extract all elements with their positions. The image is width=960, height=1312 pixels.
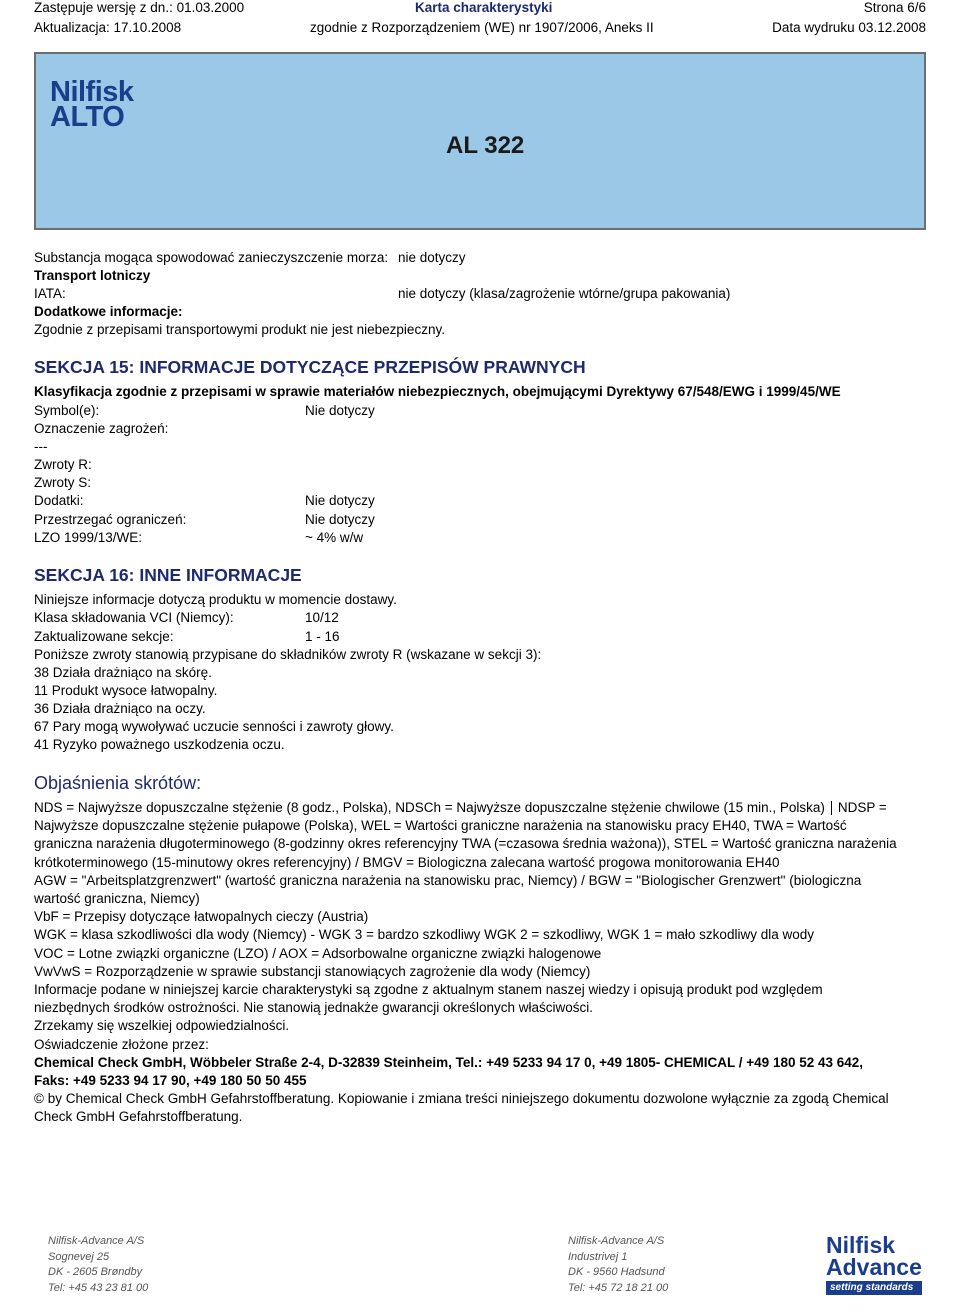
abbreviations-title: Objaśnienia skrótów: [34, 773, 202, 793]
footer-address-1 [48, 1234, 148, 1296]
statement-by-label: Oświadczenie złożone przez: [34, 1036, 209, 1052]
r-phrase-item: 38 Działa drażniąco na skórę. [34, 665, 212, 680]
copyright-text: © by Chemical Check GmbH Gefahrstoffberatung. Kopiowanie i zmiana treści niniejszego dokumentu dozwolone wyłącznie za zgodą Chemical Check GmbH Gefahrstoffberatung. [34, 1091, 889, 1125]
divider [831, 801, 832, 815]
symbols-value: Nie dotyczy [305, 403, 375, 418]
section-15-title: SEKCJA 15: INFORMACJE DOTYCZĄCE PRZEPISÓW PRAWNYCH [34, 357, 586, 377]
liability-text: Zrzekamy się wszelkiej odpowiedzialności. [34, 1018, 290, 1034]
nilfisk-advance-logo [826, 1234, 922, 1295]
header-updated: Aktualizacja: 17.10.2008 [34, 20, 182, 35]
footer-city: DK - 2605 Brøndby [48, 1266, 143, 1278]
footer-company: Nilfisk-Advance A/S [568, 1235, 665, 1247]
section-16-intro: Niniejsze informacje dotyczą produktu w momencie dostawy. [34, 592, 397, 607]
abbreviations-body [34, 799, 900, 1127]
s-phrases-label: Zwroty S: [34, 475, 92, 490]
storage-class-label: Klasa składowania VCI (Niemcy): [34, 610, 234, 625]
hazard-label: Oznaczenie zagrożeń: [34, 421, 169, 436]
footer-street: Industrivej 1 [568, 1250, 628, 1263]
r-phrase-item: 67 Pary mogą wywoływać uczucie senności i zawroty głowy. [34, 719, 394, 734]
symbols-label: Symbol(e): [34, 403, 100, 418]
logo-brand-2: Advance [826, 1254, 922, 1280]
marine-value: nie dotyczy [398, 250, 466, 265]
section-16-title: SEKCJA 16: INNE INFORMACJE [34, 565, 302, 585]
classification-text: Klasyfikacja zgodnie z przepisami w sprawie materiałów niebezpiecznych, obejmującymi Dyrektywy 67/548/EWG i 1999/45/WE [34, 384, 841, 399]
header-regulation: zgodnie z Rozporządzeniem (WE) nr 1907/2006, Aneks II [310, 20, 654, 35]
updated-sections-label: Zaktualizowane sekcje: [34, 629, 174, 644]
abbrev-ndsp: NDSP = Najwyższe dopuszczalne stężenie pułapowe (Polska), WEL = Wartości graniczne narażenia na stanowisku pracy EH40, TWA = Wartość graniczna narażenia długoterminowego (8-godzinny okres referencyjny TWA (=czasowa średnia ważona)), STEL = Wartość graniczna narażenia krótkoterminowego (15-minutowy okres referencyjny) / BMGV = Biologiczna zalecana wartość progowa monitorowania EH40 [34, 800, 897, 870]
abbrev-paragraph-5: VOC = Lotne związki organiczne (LZO) / AOX = Adsorbowalne organiczne związki halogenowe [34, 945, 602, 961]
iata-value: nie dotyczy (klasa/zagrożenie wtórne/grupa pakowania) [398, 286, 731, 301]
voc-label: LZO 1999/13/WE: [34, 530, 143, 545]
footer-street: Sognevej 25 [48, 1250, 110, 1263]
logo-slogan: setting standards [826, 1281, 922, 1295]
voc-value: ~ 4% w/w [305, 530, 364, 545]
footer-city: DK - 9560 Hadsund [568, 1266, 665, 1278]
restrictions-value: Nie dotyczy [305, 512, 375, 527]
footer-phone: Tel: +45 72 18 21 00 [568, 1281, 669, 1294]
abbrev-paragraph-2: AGW = "Arbeitsplatzgrenzwert" (wartość graniczna narażenia na stanowisku prac, Niemcy) / BGW = "Biologischer Grenzwert" (biologiczna wartość graniczna, Niemcy) [34, 872, 862, 907]
abbrev-paragraph-1 [34, 799, 900, 872]
header-print-date: Data wydruku 03.12.2008 [772, 20, 926, 35]
r-phrase-item: 41 Ryzyko poważnego uszkodzenia oczu. [34, 737, 285, 752]
air-transport-heading: Transport lotniczy [34, 268, 151, 283]
updated-sections-value: 1 - 16 [305, 629, 340, 644]
additions-label: Dodatki: [34, 493, 84, 508]
r-phrases-intro: Poniższe zwroty stanowią przypisane do składników zwroty R (wskazane w sekcji 3): [34, 647, 542, 662]
marine-label: Substancja mogąca spowodować zanieczyszczenie morza: [34, 250, 389, 265]
abbrev-paragraph-6: VwVwS = Rozporządzenie w sprawie substancji stanowiących zagrożenie dla wody (Niemcy) [34, 963, 591, 979]
iata-label: IATA: [34, 286, 66, 301]
logo-brand-1: Nilfisk [826, 1232, 896, 1258]
abbrev-paragraph-4: WGK = klasa szkodliwości dla wody (Niemcy) - WGK 3 = bardzo szkodliwy WGK 2 = szkodliwy, WGK 1 = mało szkodliwy dla wody [34, 927, 814, 943]
header-doc-title: Karta charakterystyki [415, 0, 553, 15]
footer-address-2 [568, 1234, 668, 1296]
extra-info-heading: Dodatkowe informacje: [34, 304, 183, 319]
header-page: Strona 6/6 [863, 0, 926, 15]
storage-class-value: 10/12 [305, 610, 339, 625]
abbrev-nds: NDS = Najwyższe dopuszczalne stężenie (8 godz., Polska), NDSCh = Najwyższe dopuszczalne stężenie chwilowe (15 min., Polska) [34, 800, 825, 815]
r-phrases-label: Zwroty R: [34, 457, 92, 472]
footer-company: Nilfisk-Advance A/S [48, 1235, 145, 1247]
r-phrase-item: 11 Produkt wysoce łatwopalny. [34, 683, 218, 698]
product-banner [34, 52, 926, 230]
abbrev-paragraph-3: VbF = Przepisy dotyczące łatwopalnych cieczy (Austria) [34, 909, 369, 925]
extra-info-text: Zgodnie z przepisami transportowymi produkt nie jest niebezpieczny. [34, 322, 445, 337]
header-replaces: Zastępuje wersję z dn.: 01.03.2000 [34, 0, 245, 15]
nilfisk-alto-logo [50, 76, 134, 133]
product-name: AL 322 [446, 132, 525, 159]
hazard-value: --- [34, 439, 48, 454]
restrictions-label: Przestrzegać ograniczeń: [34, 512, 187, 527]
disclaimer-text: Informacje podane w niniejszej karcie charakterystyki są zgodne z aktualnym stanem naszej wiedzy i opisują produkt pod względem niezbędnych środków ostrożności. Nie stanowią jednakże gwarancji określonych właściwości. [34, 982, 823, 1016]
additions-value: Nie dotyczy [305, 493, 375, 508]
company-contact: Chemical Check GmbH, Wöbbeler Straße 2-4, D-32839 Steinheim, Tel.: +49 5233 94 17 0, +49 1805- CHEMICAL / +49 180 52 43 642, Faks: +49 5233 94 17 90, +49 180 50 50 455 [34, 1054, 864, 1089]
logo-line-1: Nilfisk [50, 76, 134, 108]
logo-line-2: ALTO [50, 101, 125, 133]
footer-phone: Tel: +45 43 23 81 00 [48, 1281, 149, 1294]
r-phrase-item: 36 Działa drażniąco na oczy. [34, 701, 206, 716]
